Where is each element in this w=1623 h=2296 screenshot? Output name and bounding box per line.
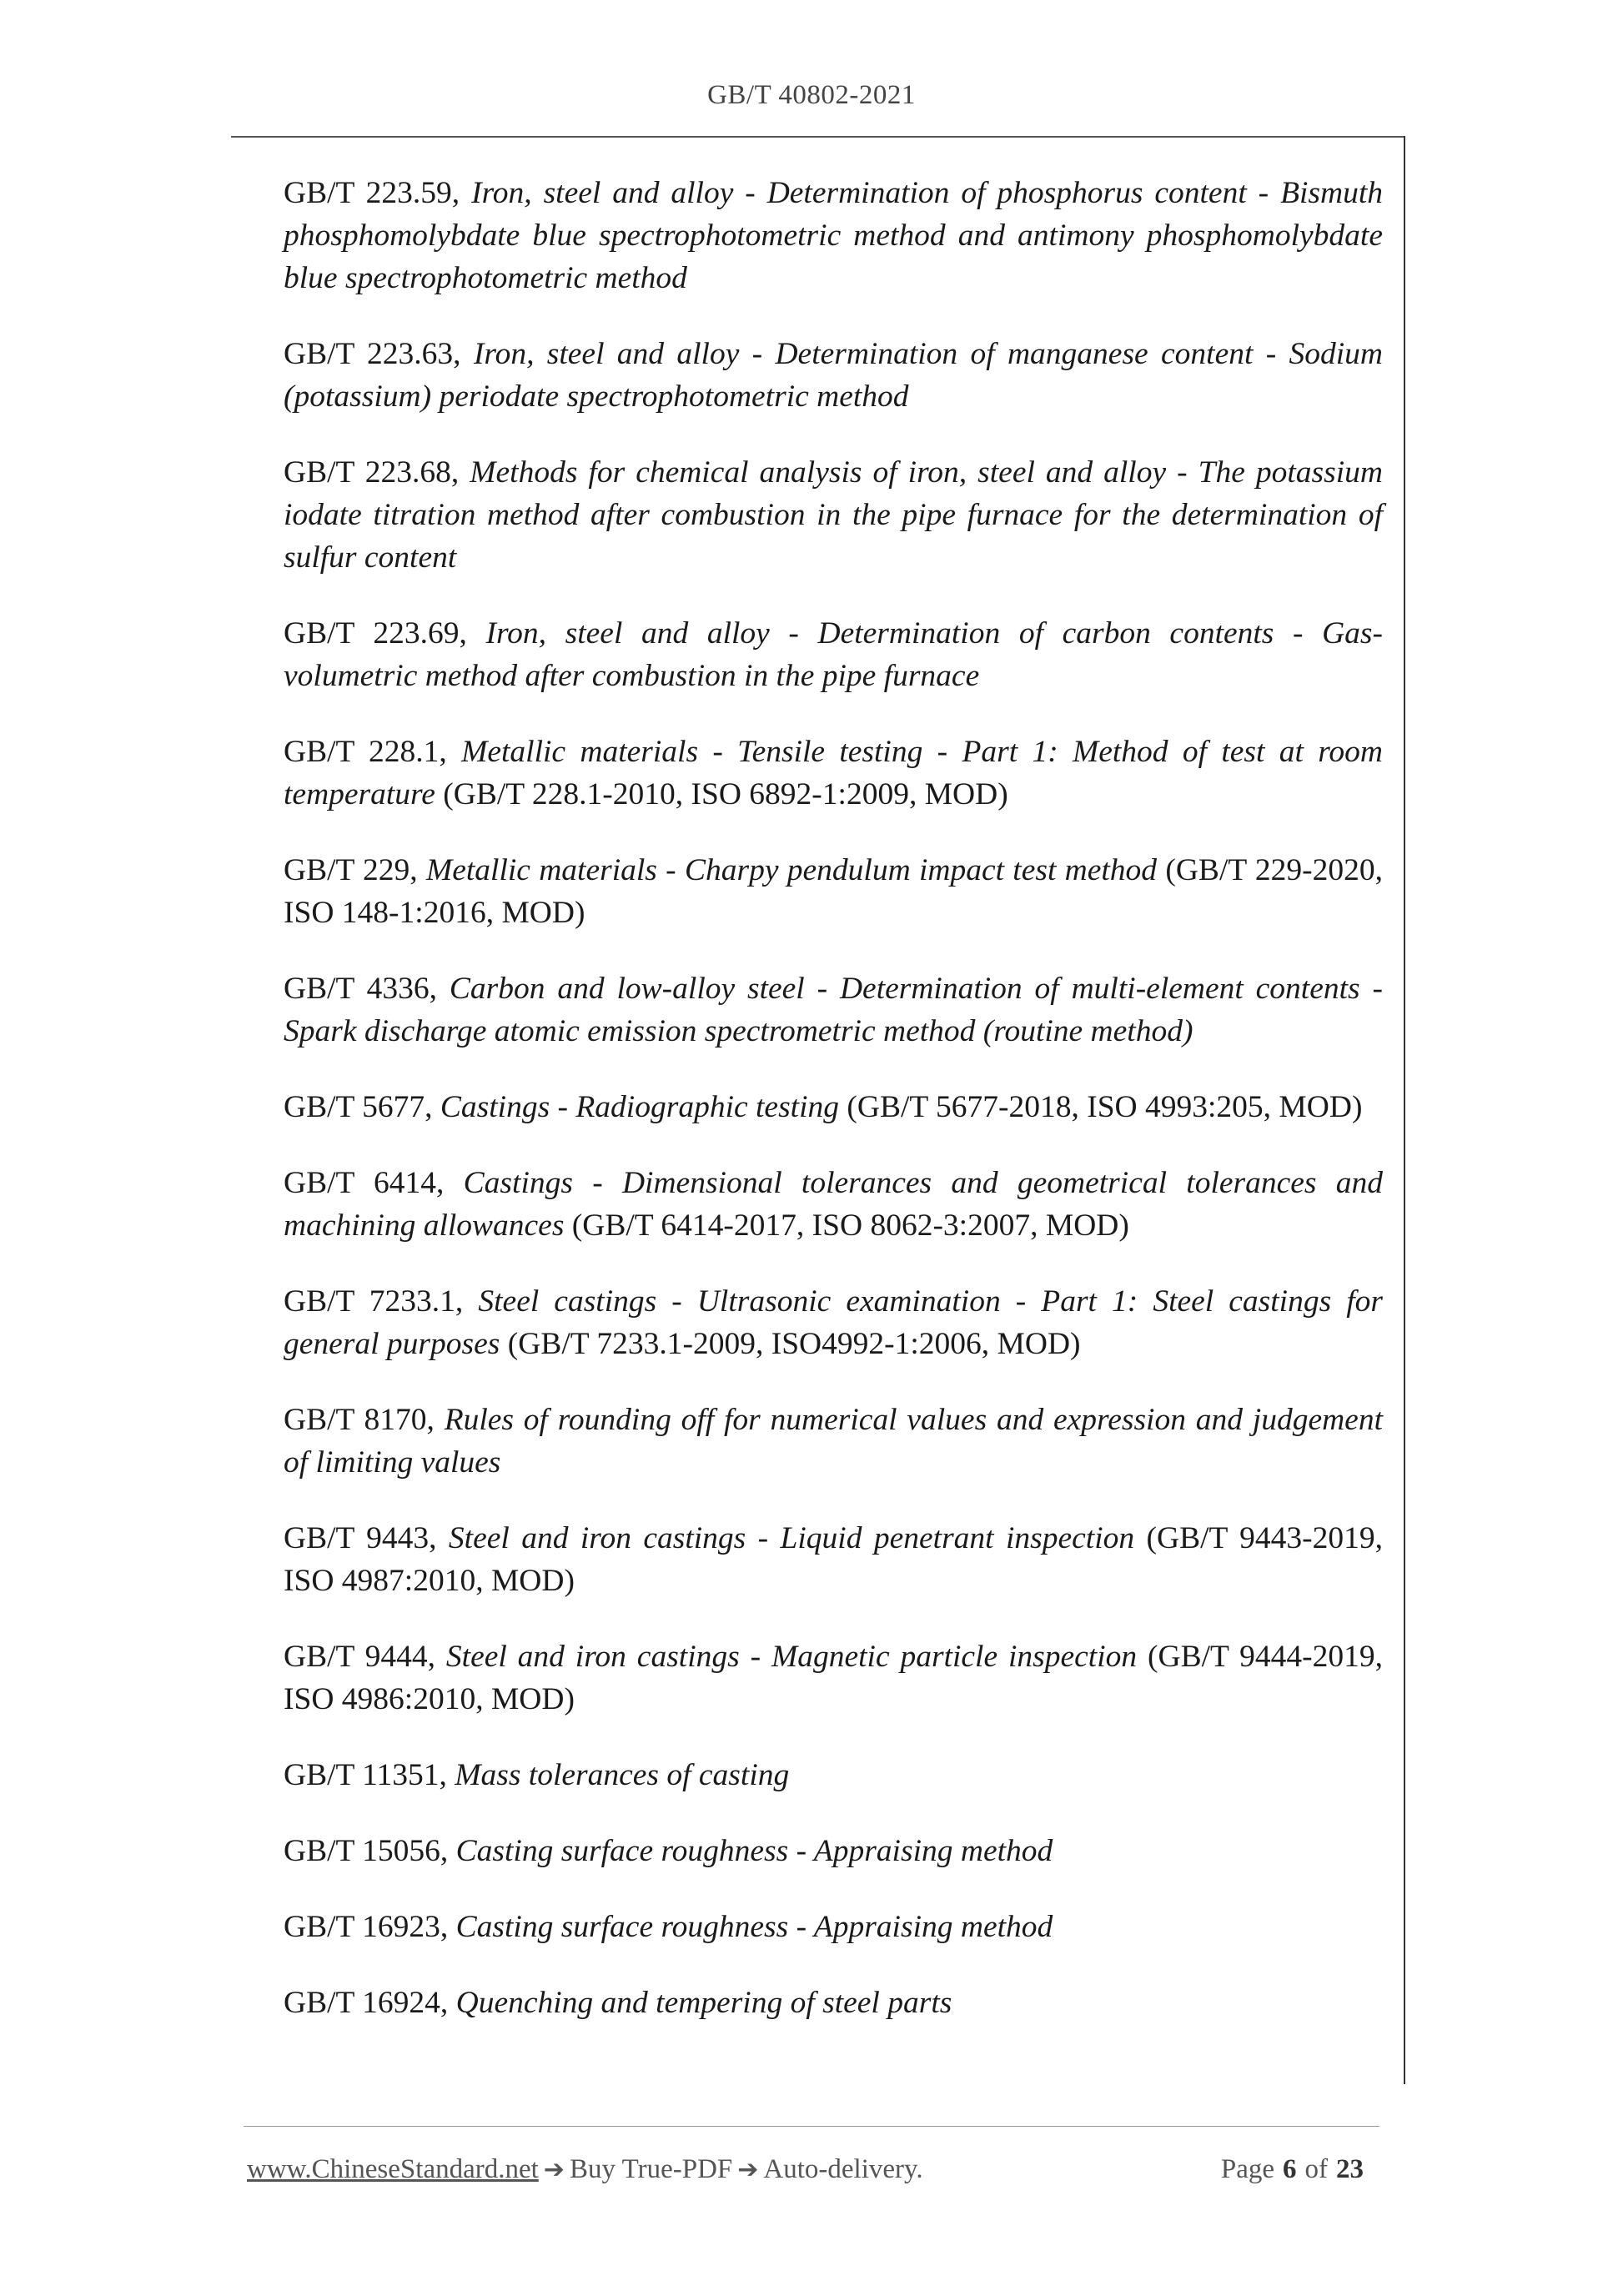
reference-note: (GB/T 9444-2019, ISO 4986:2010, MOD) <box>284 1640 1384 1716</box>
reference-item <box>284 172 1383 299</box>
right-margin-rule <box>1404 136 1405 2084</box>
reference-code: GB/T 6414, <box>284 1166 445 1200</box>
reference-code: GB/T 11351, <box>284 1758 447 1792</box>
normative-references-list <box>284 172 1383 2057</box>
reference-code: GB/T 16923, <box>284 1910 449 1944</box>
reference-item <box>284 1162 1383 1247</box>
reference-item <box>284 1517 1383 1602</box>
footer-divider <box>244 2126 1379 2127</box>
reference-code: GB/T 223.68, <box>284 455 460 490</box>
reference-note: (GB/T 5677-2018, ISO 4993:205, MOD) <box>847 1090 1363 1124</box>
reference-title: Iron, steel and alloy - Determination of phosphorus content - Bismuth phosphomolybdate blue spectrophotometric method and antimony phosphomolybdate blue spectrophotometric method <box>284 176 1383 295</box>
reference-code: GB/T 223.63, <box>284 337 461 371</box>
reference-title: Steel castings - Ultrasonic examination - Part 1: Steel castings for general purposes <box>284 1284 1384 1361</box>
reference-code: GB/T 228.1, <box>284 735 447 769</box>
reference-item <box>284 451 1383 579</box>
page-indicator <box>1221 2154 1372 2185</box>
reference-code: GB/T 223.69, <box>284 616 467 651</box>
page-current: 6 <box>1283 2154 1297 2184</box>
header-divider <box>231 136 1405 138</box>
reference-note: (GB/T 7233.1-2009, ISO4992-1:2006, MOD) <box>507 1327 1081 1361</box>
reference-title: Metallic materials - Tensile testing - Part 1: Method of test at room temperature <box>284 735 1383 811</box>
reference-code: GB/T 5677, <box>284 1090 433 1124</box>
reference-title: Casting surface roughness - Appraising method <box>455 1910 1053 1944</box>
page-of-label: of <box>1304 2154 1328 2184</box>
buy-true-pdf-text: Buy True-PDF <box>569 2154 733 2184</box>
reference-title: Quenching and tempering of steel parts <box>455 1986 952 2020</box>
reference-code: GB/T 15056, <box>284 1834 449 1868</box>
reference-item <box>284 1906 1383 1948</box>
reference-title: Iron, steel and alloy - Determination of carbon contents - Gas-volumetric method after combustion in the pipe furnace <box>284 616 1384 693</box>
reference-item <box>284 1754 1383 1796</box>
reference-item <box>284 1830 1383 1872</box>
reference-item <box>284 333 1383 418</box>
reference-code: GB/T 16924, <box>284 1986 449 2020</box>
reference-code: GB/T 8170, <box>284 1403 435 1437</box>
reference-title: Castings - Radiographic testing <box>440 1090 839 1124</box>
reference-item <box>284 1399 1383 1484</box>
reference-item <box>284 967 1383 1053</box>
reference-item <box>284 1280 1383 1365</box>
reference-item <box>284 1635 1383 1721</box>
reference-item <box>284 612 1383 697</box>
reference-item <box>284 849 1383 934</box>
reference-note: (GB/T 6414-2017, ISO 8062-3:2007, MOD) <box>571 1208 1129 1243</box>
right-arrow-icon: ➔ <box>737 2155 759 2184</box>
reference-title: Mass tolerances of casting <box>455 1758 790 1792</box>
site-link[interactable]: www.ChineseStandard.net <box>247 2154 539 2184</box>
reference-code: GB/T 229, <box>284 853 418 887</box>
reference-title: Casting surface roughness - Appraising method <box>455 1834 1053 1868</box>
reference-title: Rules of rounding off for numerical values and expression and judgement of limiting values <box>284 1403 1383 1480</box>
reference-code: GB/T 9443, <box>284 1521 437 1555</box>
reference-code: GB/T 9444, <box>284 1640 436 1674</box>
reference-code: GB/T 7233.1, <box>284 1284 464 1319</box>
reference-title: Castings - Dimensional tolerances and geometrical tolerances and machining allowances <box>284 1166 1384 1243</box>
document-id-header: GB/T 40802-2021 <box>707 80 916 110</box>
reference-code: GB/T 223.59, <box>284 176 460 210</box>
reference-item <box>284 1982 1383 2024</box>
reference-title: Methods for chemical analysis of iron, steel and alloy - The potassium iodate titration method after combustion in the pipe furnace for the determination of sulfur content <box>284 455 1383 575</box>
page-total: 23 <box>1336 2154 1364 2184</box>
reference-title: Carbon and low-alloy steel - Determination of multi-element contents - Spark discharge atomic emission spectrometric method (routine method) <box>284 972 1383 1048</box>
reference-title: Iron, steel and alloy - Determination of manganese content - Sodium (potassium) periodate spectrophotometric method <box>284 337 1383 414</box>
reference-note: (GB/T 9443-2019, ISO 4987:2010, MOD) <box>284 1521 1384 1598</box>
auto-delivery-text: Auto-delivery. <box>763 2154 923 2184</box>
reference-item <box>284 1086 1383 1128</box>
reference-note: (GB/T 228.1-2010, ISO 6892-1:2009, MOD) <box>443 777 1008 811</box>
page-label: Page <box>1220 2154 1274 2184</box>
reference-title: Steel and iron castings - Liquid penetrant inspection <box>448 1521 1135 1555</box>
reference-item <box>284 731 1383 816</box>
right-arrow-icon: ➔ <box>543 2155 565 2184</box>
reference-code: GB/T 4336, <box>284 972 437 1006</box>
reference-title: Steel and iron castings - Magnetic particle inspection <box>445 1640 1138 1674</box>
reference-title: Metallic materials - Charpy pendulum impact test method <box>425 853 1158 887</box>
footer-promo <box>247 2154 923 2185</box>
reference-note: (GB/T 229-2020, ISO 148-1:2016, MOD) <box>284 853 1383 930</box>
